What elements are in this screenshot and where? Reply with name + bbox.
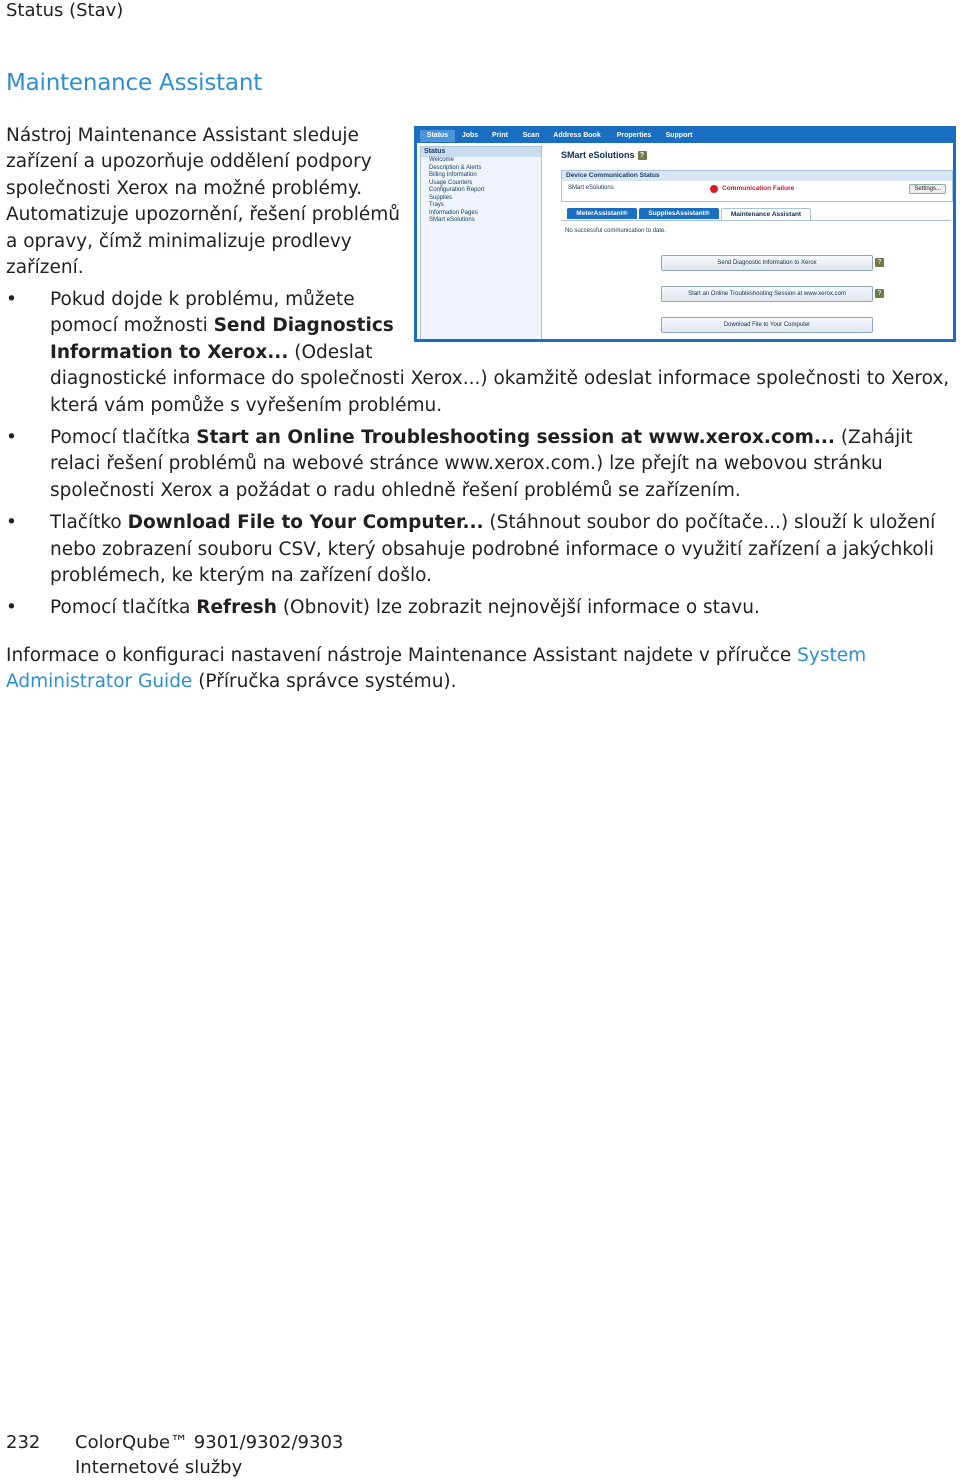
send-diagnostic-button: Send Diagnostic Information to Xerox: [661, 255, 873, 271]
system-administrator-guide-link[interactable]: System Administrator Guide: [6, 645, 867, 693]
bullet-item: [0, 425, 955, 504]
screenshot-nav-item: Information Pages: [429, 209, 478, 216]
screenshot-tab-bar: [417, 129, 953, 143]
help-icon: ?: [875, 289, 884, 298]
screenshot-tab-jobs: Jobs: [461, 132, 479, 139]
bullet-icon: •: [6, 597, 17, 619]
start-online-troubleshooting-button: Start an Online Troubleshooting Session at www.xerox.com: [661, 286, 873, 302]
bullet-icon: •: [6, 512, 17, 534]
bullet-text: (Stáhnout soubor do počítače...) slouží k uložení nebo zobrazení souboru CSV, který obsahuje podrobné informace o využití zařízení a jakýchkoli problémech, ke kterým na zařízení došlo.: [50, 512, 936, 587]
screenshot-nav-item: Configuration Report: [429, 187, 485, 193]
subtab-divider: [561, 220, 951, 221]
bullet-text: (Odeslat: [288, 341, 373, 363]
communication-status-text: Communication Failure: [722, 185, 795, 192]
bullet-icon: •: [6, 289, 17, 310]
smart-esolutions-logo: SMart eSolutions: [568, 185, 614, 191]
configuration-info-paragraph: [6, 643, 936, 696]
bullet-text: Pomocí tlačítka: [50, 427, 197, 449]
running-header: Status (Stav): [6, 0, 124, 21]
dcs-row: [562, 181, 952, 199]
help-icon: ?: [638, 151, 647, 160]
bullet-text: Pomocí tlačítka: [50, 597, 197, 619]
subtab-suppliesassistant: SuppliesAssistant®: [639, 208, 719, 219]
bullet-bold: Refresh: [196, 597, 277, 619]
screenshot-nav-item: Billing Information: [429, 172, 477, 178]
device-communication-status-box: [561, 170, 953, 202]
screenshot-tab-print: Print: [492, 132, 508, 139]
chapter-name: Internetové služby: [75, 1457, 243, 1478]
screenshot-tab-scan: Scan: [522, 132, 540, 139]
product-name: ColorQube™ 9301/9302/9303: [75, 1432, 344, 1453]
help-icon: ?: [875, 258, 884, 267]
screenshot-nav-header: Status: [421, 147, 541, 157]
screenshot-tab-status: Status: [420, 130, 455, 142]
screenshot-nav-item: Trays: [429, 202, 444, 208]
bullet-text: diagnostické informace do společnosti Xerox...) okamžitě odeslat informace společnosti to Xerox, která vám pomůže s vyřešením problému.: [50, 368, 950, 416]
screenshot-nav-item: Description & Alerts: [429, 164, 482, 171]
bullet-text: (Obnovit) lze zobrazit nejnovější informace o stavu.: [276, 597, 760, 619]
settings-button: Settings...: [909, 184, 946, 194]
bullet-bold: Download File to Your Computer...: [127, 512, 484, 534]
screenshot-nav-item: Supplies: [429, 194, 453, 201]
bullet-text: (Zahájit relaci řešení problémů na webové stránce www.xerox.com.) lze přejít na webovou stránku společnosti Xerox a požádat o radu ohledně řešení problémů se zařízením.: [50, 427, 913, 501]
bullet-item: [0, 595, 955, 621]
page-number: 232: [6, 1432, 41, 1453]
screenshot-tab-support: Support: [665, 132, 693, 139]
screenshot-nav-item: SMart eSolutions: [429, 217, 475, 223]
bullet-bold: Start an Online Troubleshooting session at www.xerox.com...: [196, 427, 835, 449]
screenshot-tab-properties: Properties: [616, 132, 652, 139]
dcs-header: Device Communication Status: [562, 171, 952, 181]
screenshot-title: [561, 150, 647, 160]
info-text: Informace o konfiguraci nastavení nástroje Maintenance Assistant najdete v příručce: [6, 645, 798, 666]
intro-paragraph: Nástroj Maintenance Assistant sleduje zařízení a upozorňuje oddělení podpory společnosti Xerox na možné problémy. Automatizuje upozornění, řešení problémů a opravy, čímž minimalizuje prodlevy zařízení.: [6, 125, 400, 279]
download-file-button: Download File to Your Computer: [661, 317, 873, 333]
bullet-text: Pokud dojde k problému, můžete pomocí možnosti: [50, 289, 355, 337]
screenshot-nav-item: Welcome: [429, 157, 454, 163]
bullet-item: [0, 510, 955, 589]
alert-icon: [710, 185, 718, 193]
bullet-list: [0, 287, 955, 628]
section-title: Maintenance Assistant: [6, 70, 263, 96]
info-text: (Příručka správce systému).: [192, 671, 457, 693]
bullet-icon: •: [6, 427, 17, 449]
subtab-meterassistant: MeterAssistant®: [567, 208, 637, 219]
subtab-maintenance-assistant: Maintenance Assistant: [721, 208, 811, 220]
screenshot-tab-address-book: Address Book: [553, 132, 601, 139]
bullet-text: Tlačítko: [50, 512, 128, 534]
bullet-bold: Send Diagnostics Information to Xerox...: [50, 315, 394, 363]
screenshot-nav-item: Usage Counters: [429, 179, 473, 186]
no-communication-text: No successful communication to date.: [565, 228, 667, 234]
screenshot-title-text: SMart eSolutions: [561, 150, 635, 160]
